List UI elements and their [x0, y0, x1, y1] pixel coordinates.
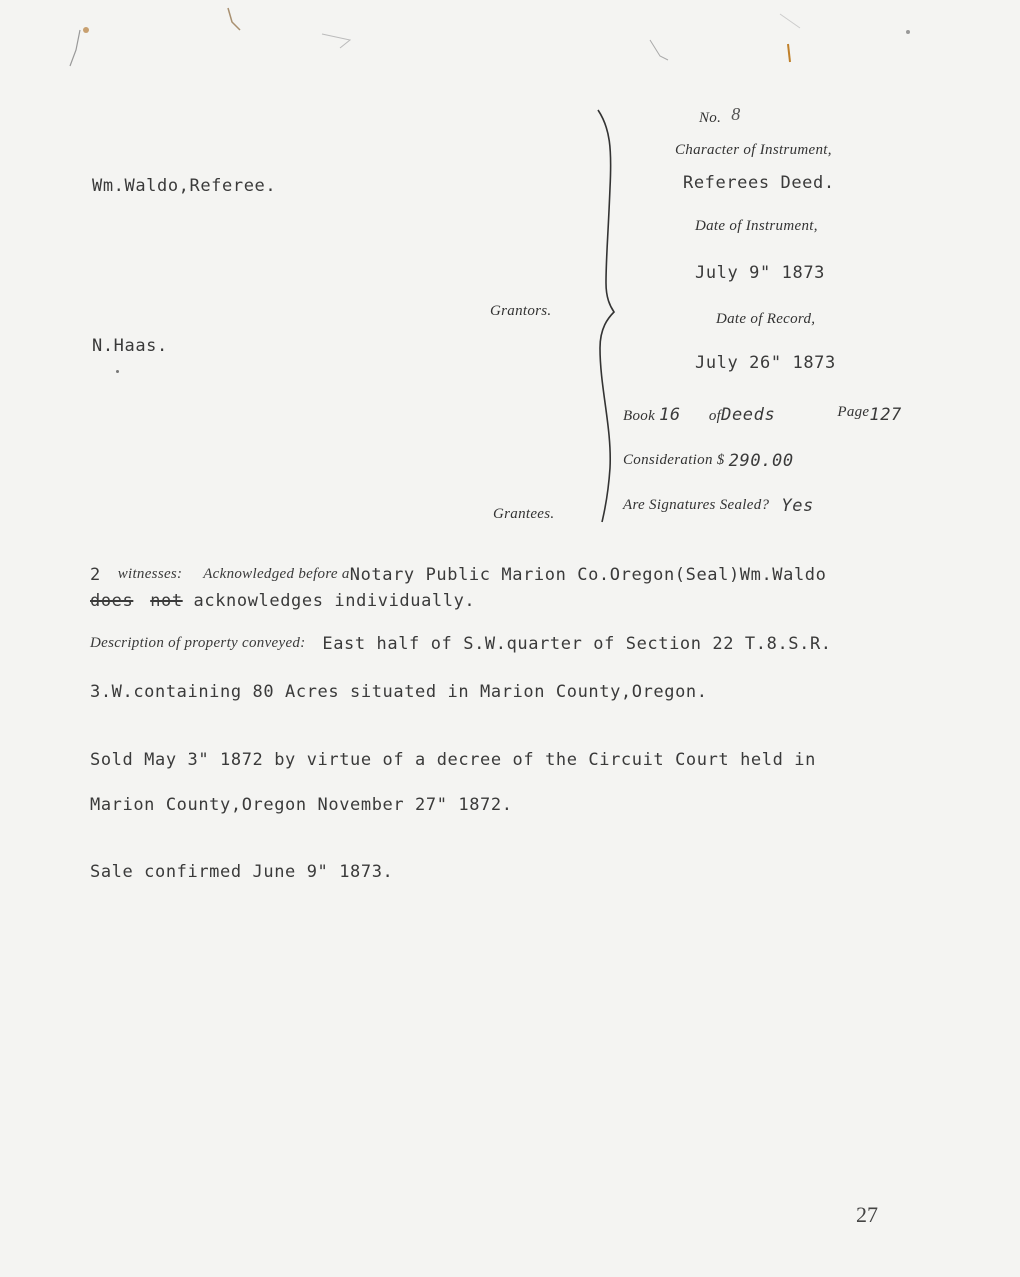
struck-word-does: does	[90, 591, 134, 611]
book-of-label: of	[708, 408, 722, 424]
number-label	[699, 104, 741, 127]
number-label-text: No.	[699, 110, 722, 126]
acknowledgment-continuation: acknowledges individually.	[193, 591, 476, 611]
grantee-name: N.Haas.	[92, 336, 168, 356]
dot-mark	[116, 370, 119, 373]
description-line-1	[90, 634, 832, 654]
book-label: Book	[623, 408, 656, 424]
date-instrument-value: July 9" 1873	[695, 263, 826, 283]
description-text-1: East half of S.W.quarter of Section 22 T.8.S.R.	[322, 634, 832, 654]
date-instrument-label: Date of Instrument,	[695, 218, 818, 234]
description-label: Description of property conveyed:	[90, 635, 306, 651]
witnesses-label: witnesses:	[117, 566, 183, 582]
acknowledged-label: Acknowledged before a	[203, 566, 350, 582]
grantees-label: Grantees.	[493, 506, 555, 522]
acknowledgment-line-2	[90, 591, 475, 611]
witness-count: 2	[90, 565, 101, 585]
sale-line-3: Sale confirmed June 9" 1873.	[90, 862, 394, 882]
grantor-name: Wm.Waldo,Referee.	[92, 176, 277, 196]
page-label: Page	[837, 404, 870, 420]
consideration-label: Consideration $	[623, 452, 725, 468]
page-number: 27	[856, 1202, 878, 1227]
character-value: Referees Deed.	[683, 173, 835, 193]
paper-marks	[0, 0, 1020, 80]
grantors-label: Grantors.	[490, 303, 552, 319]
consideration-value: 290.00	[728, 451, 794, 471]
page-value: 127	[869, 405, 902, 425]
character-label: Character of Instrument,	[675, 142, 832, 158]
number-value: 8	[731, 104, 741, 124]
consideration-line	[623, 449, 794, 469]
struck-word-not: not	[150, 591, 183, 611]
signatures-value: Yes	[781, 496, 814, 516]
date-record-value: July 26" 1873	[695, 353, 836, 373]
description-line-2: 3.W.containing 80 Acres situated in Marion County,Oregon.	[90, 682, 708, 702]
book-value: 16	[659, 405, 681, 425]
acknowledgment-text: Notary Public Marion Co.Oregon(Seal)Wm.Waldo	[349, 565, 827, 585]
signatures-label: Are Signatures Sealed?	[623, 497, 770, 513]
deeds-value: Deeds	[721, 405, 776, 425]
date-record-label: Date of Record,	[716, 311, 816, 327]
book-line	[623, 405, 902, 425]
sale-line-1: Sold May 3" 1872 by virtue of a decree of the Circuit Court held in	[90, 750, 816, 770]
signatures-line	[623, 494, 814, 514]
sale-line-2: Marion County,Oregon November 27" 1872.	[90, 795, 513, 815]
acknowledgment-line-1	[90, 565, 826, 585]
